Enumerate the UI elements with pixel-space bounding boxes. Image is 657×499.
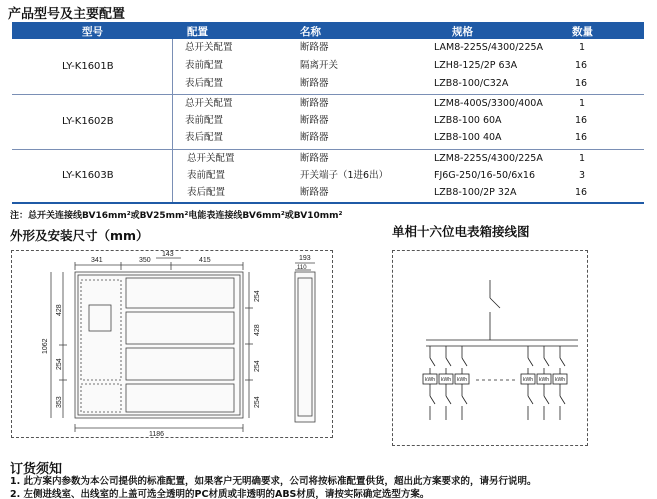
dimension-label-254: 254: [56, 358, 63, 370]
model-cell: LY-K1603B: [62, 170, 114, 181]
group-divider: [12, 149, 644, 150]
table-cell: 3: [579, 170, 586, 181]
branch-switch: [446, 396, 451, 404]
branch-switch: [544, 358, 549, 366]
dimension-label-254: 254: [254, 360, 261, 372]
branch-switch: [560, 358, 565, 366]
header-qty: 数量: [572, 26, 593, 38]
order-line: 2. 左侧进线室、出线室的上盖可选全透明的PC材质或非透明的ABS材质，请按实际确定选型方案。: [10, 489, 430, 499]
meter-label: kWh: [523, 377, 533, 383]
dimension-label-341: 341: [91, 257, 103, 264]
meter-label: kWh: [555, 377, 565, 383]
model-cell: LY-K1601B: [62, 61, 114, 72]
table-cell: 1: [579, 42, 586, 53]
table-cell: 16: [575, 132, 588, 143]
table-cell: 断路器: [300, 187, 329, 198]
branch-switch: [462, 358, 467, 366]
table-cell: LZB8-100 60A: [434, 115, 502, 126]
dimension-label-193: 193: [299, 255, 311, 262]
dimension-drawing: [11, 250, 333, 438]
enclosure-outline: [75, 272, 243, 418]
dimension-label-143: 143: [162, 251, 174, 258]
wiring-title: 单相十六位电表箱接线图: [392, 224, 530, 239]
table-cell: 表后配置: [185, 78, 224, 89]
branch-group: [423, 346, 567, 420]
dimension-label-110: 110: [297, 265, 307, 271]
meter-label: kWh: [457, 377, 467, 383]
branch-switch: [560, 396, 565, 404]
meter-label: kWh: [425, 377, 435, 383]
table-cell: 表后配置: [187, 187, 226, 198]
table-cell: LZM8-400S/3300/400A: [434, 98, 543, 109]
table-cell: 16: [575, 187, 588, 198]
dimension-label-1062: 1062: [42, 338, 49, 354]
product-table: [12, 22, 644, 204]
main-switch-blade: [490, 298, 500, 308]
header-name: 名称: [300, 26, 321, 38]
branch-switch: [528, 396, 533, 404]
dimension-label-415: 415: [199, 257, 211, 264]
dimension-label-428: 428: [56, 304, 63, 316]
table-cell: 16: [575, 60, 588, 71]
order-line: 1. 此方案内参数为本公司提供的标准配置，如果客户无明确要求，公司将按标准配置供货，超出此方案要求的，请另行说明。: [10, 476, 537, 487]
table-cell: 开关端子（1进6出）: [300, 170, 389, 181]
table-cell: 总开关配置: [185, 42, 233, 53]
table-header: [12, 22, 644, 39]
dimension-label-428: 428: [254, 324, 261, 336]
table-cell: 总开关配置: [187, 153, 235, 164]
table-cell: 断路器: [300, 98, 329, 109]
table-cell: 表前配置: [185, 60, 224, 71]
table-cell: 断路器: [300, 153, 329, 164]
table-cell: LZM8-225S/4300/225A: [434, 153, 543, 164]
table-cell: LZH8-125/2P 63A: [434, 60, 518, 71]
table-cell: LAM8-225S/4300/225A: [434, 42, 544, 53]
dimension-label-350: 350: [139, 257, 151, 264]
dimension-label-353: 353: [56, 396, 63, 408]
branch-switch: [528, 358, 533, 366]
table-cell: 表前配置: [187, 170, 226, 181]
table-cell: 断路器: [300, 115, 329, 126]
table-cell: 断路器: [300, 42, 329, 53]
header-model: 型号: [82, 26, 103, 38]
order-title: 订货须知: [10, 462, 63, 477]
wiring-note: 注：总开关连接线BV16mm²或BV25mm²电能表连接线BV6mm²或BV10mm²: [10, 211, 343, 221]
branch-switch: [544, 396, 549, 404]
table-cell: 1: [579, 98, 586, 109]
table-bottom-border: [12, 202, 644, 204]
table-cell: LZB8-100 40A: [434, 132, 502, 143]
branch-switch: [430, 396, 435, 404]
table-cell: 1: [579, 153, 586, 164]
dimension-label-254: 254: [254, 290, 261, 302]
table-cell: 16: [575, 78, 588, 89]
dimension-label-254: 254: [254, 396, 261, 408]
dimensions-title: 外形及安装尺寸（mm）: [10, 228, 149, 243]
table-cell: 断路器: [300, 132, 329, 143]
table-cell: LZB8-100/C32A: [434, 78, 509, 89]
table-cell: 断路器: [300, 78, 329, 89]
column-divider: [172, 39, 173, 203]
model-cell: LY-K1602B: [62, 116, 114, 127]
branch-switch: [462, 396, 467, 404]
group-divider: [12, 94, 644, 95]
header-spec: 规格: [452, 26, 473, 38]
header-config: 配置: [187, 26, 208, 38]
branch-switch: [430, 358, 435, 366]
branch-switch: [446, 358, 451, 366]
table-cell: LZB8-100/2P 32A: [434, 187, 517, 198]
table-cell: 表后配置: [185, 132, 224, 143]
wiring-diagram: [392, 250, 588, 446]
table-cell: 16: [575, 115, 588, 126]
meter-label: kWh: [539, 377, 549, 383]
page-title: 产品型号及主要配置: [8, 7, 126, 22]
dimension-label-1186: 1186: [149, 431, 165, 438]
table-cell: 表前配置: [185, 115, 224, 126]
meter-label: kWh: [441, 377, 451, 383]
table-cell: FJ6G-250/16-50/6x16: [434, 170, 535, 181]
table-cell: 总开关配置: [185, 98, 233, 109]
table-cell: 隔离开关: [300, 60, 339, 71]
